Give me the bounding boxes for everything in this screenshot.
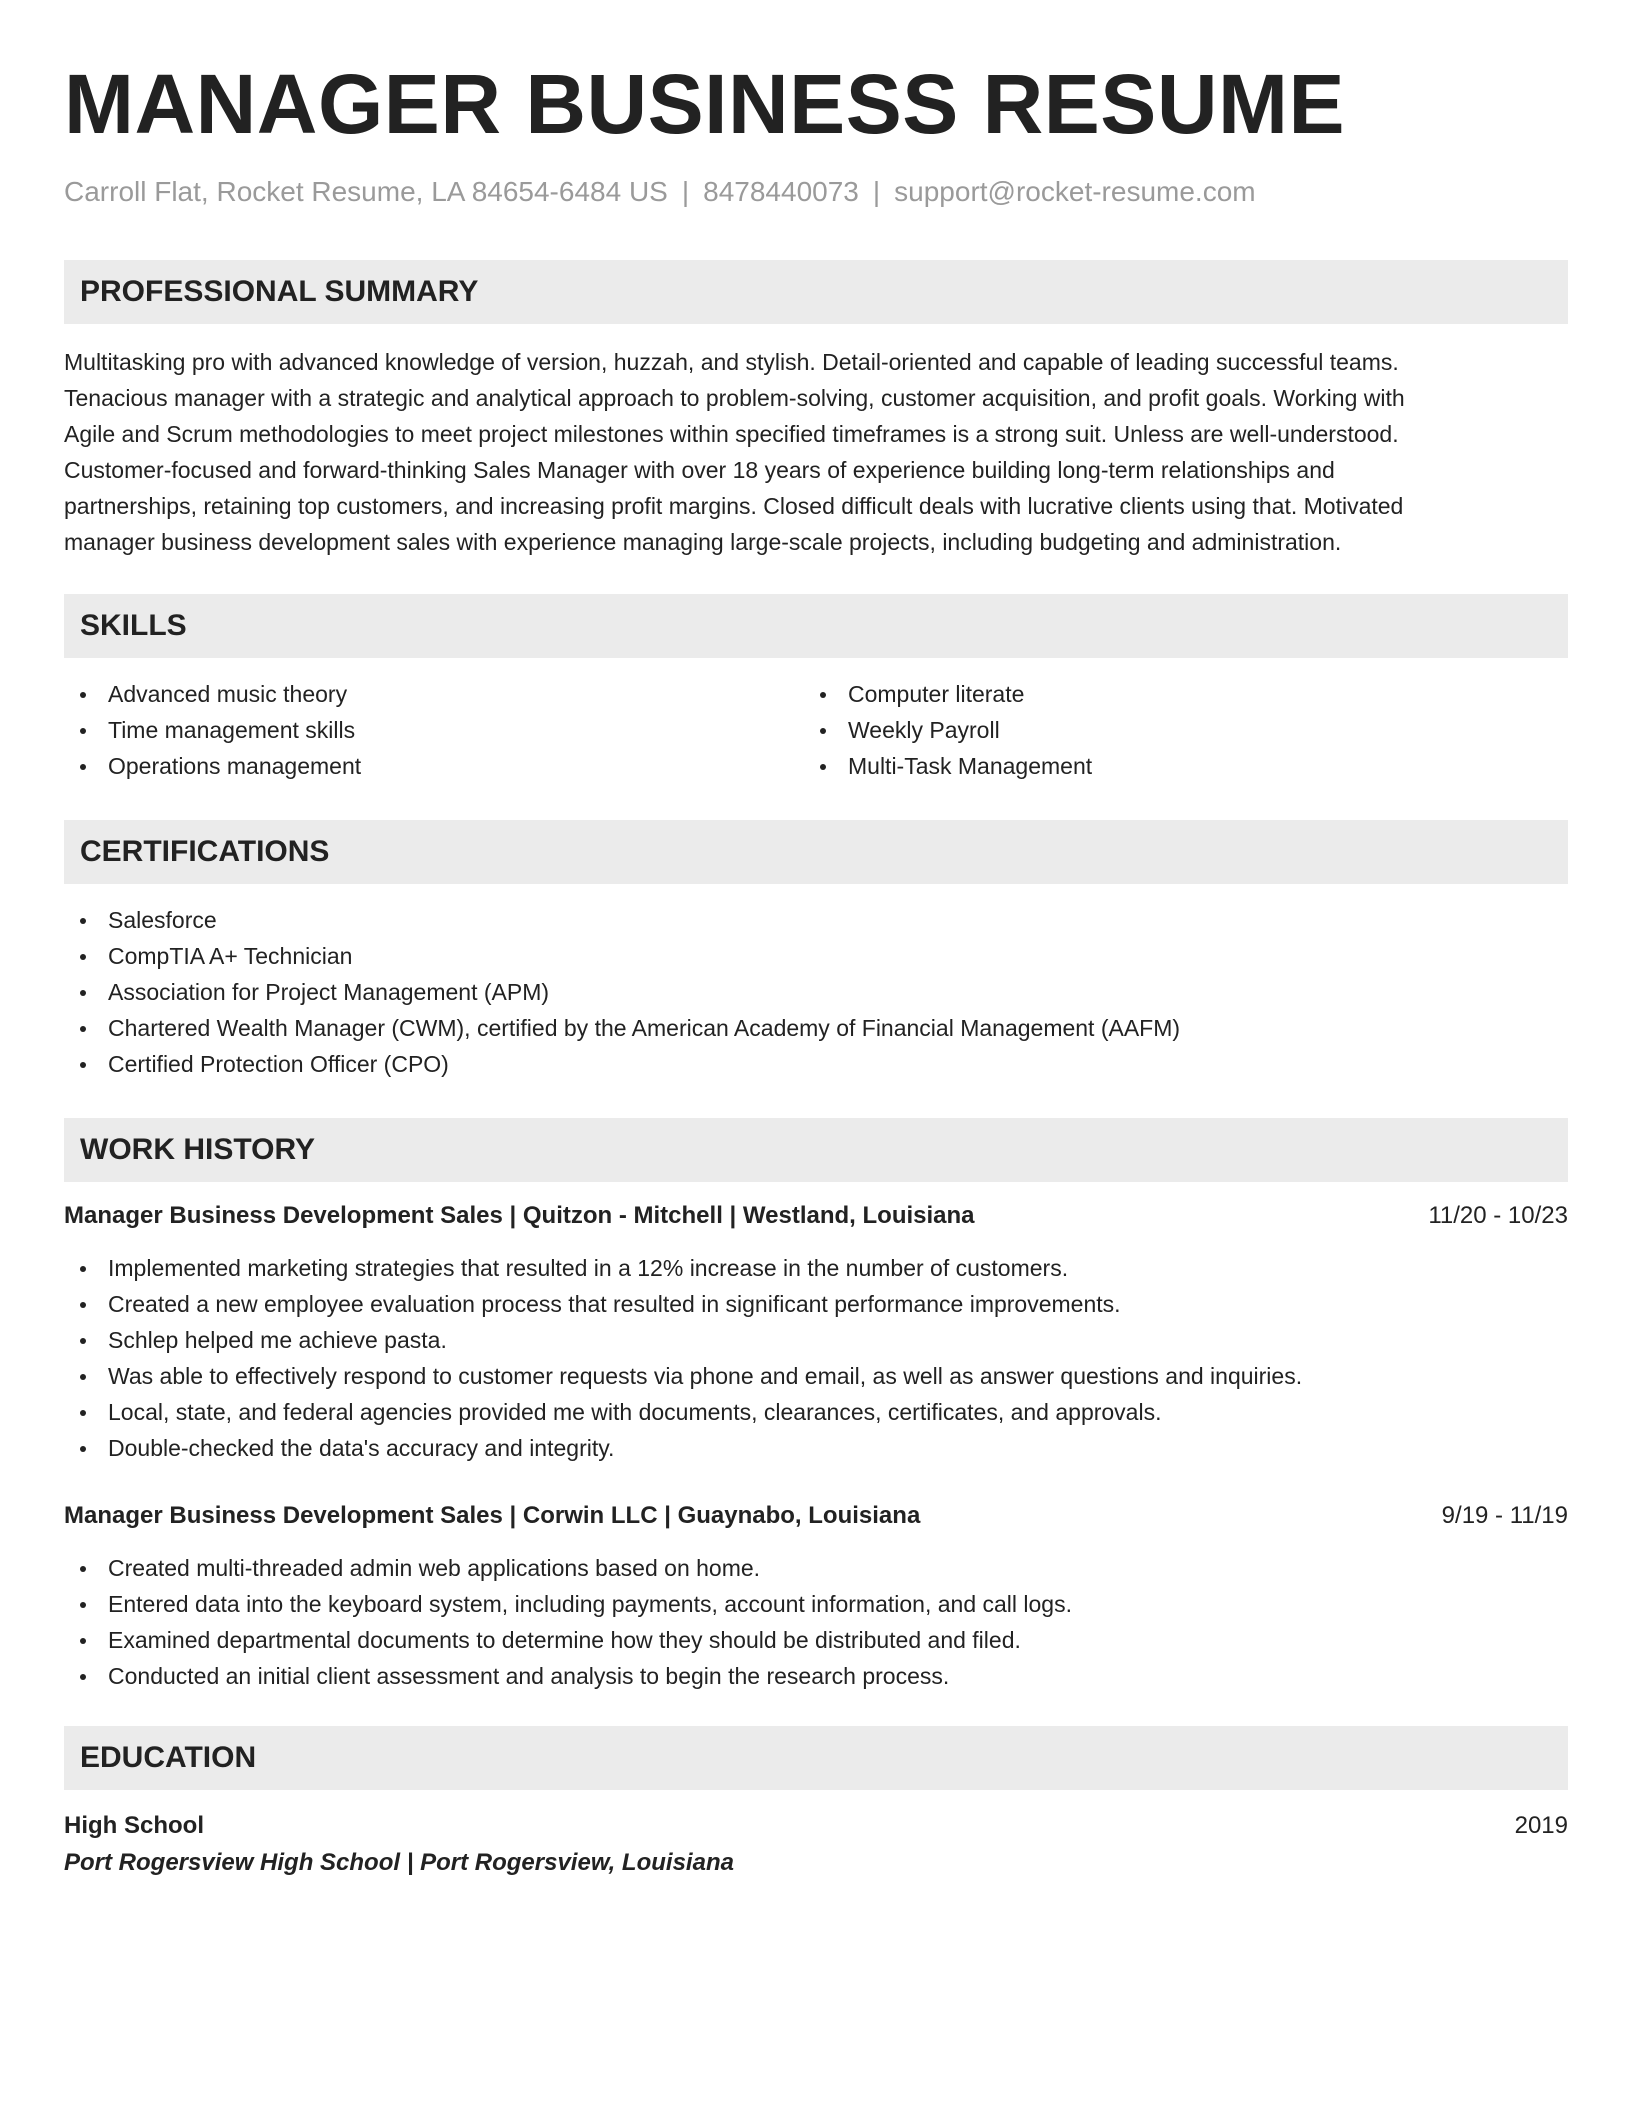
education-entry: [64, 1808, 1568, 1882]
certification-item: Association for Project Management (APM): [64, 974, 1568, 1010]
certification-item: Chartered Wealth Manager (CWM), certified by the American Academy of Financial Management (AAFM): [64, 1010, 1568, 1046]
certification-item: CompTIA A+ Technician: [64, 938, 1568, 974]
job-bullet: Created multi-threaded admin web applications based on home.: [64, 1550, 1568, 1586]
section-header-certifications: CERTIFICATIONS: [64, 820, 1568, 884]
summary-line: Customer-focused and forward-thinking Sales Manager with over 18 years of experience building long-term relationships and: [64, 457, 1335, 483]
skill-item: Time management skills: [64, 712, 804, 748]
skills-grid: [64, 676, 1568, 784]
job-header: [64, 1198, 1568, 1234]
job-bullet: Examined departmental documents to determine how they should be distributed and filed.: [64, 1622, 1568, 1658]
job-bullets: [64, 1550, 1568, 1694]
summary-line: Multitasking pro with advanced knowledge of version, huzzah, and stylish. Detail-oriented and capable of leading successful teams.: [64, 349, 1399, 375]
section-header-education: EDUCATION: [64, 1726, 1568, 1790]
job-bullet: Local, state, and federal agencies provided me with documents, clearances, certificates, and approvals.: [64, 1394, 1568, 1430]
job-entry: [64, 1498, 1568, 1694]
skill-item: Operations management: [64, 748, 804, 784]
certification-item: Certified Protection Officer (CPO): [64, 1046, 1568, 1082]
job-bullet: Implemented marketing strategies that resulted in a 12% increase in the number of customers.: [64, 1250, 1568, 1286]
summary-line: partnerships, retaining top customers, and increasing profit margins. Closed difficult deals with lucrative clients using that. Motivated: [64, 493, 1404, 519]
education-header: [64, 1808, 1568, 1844]
job-header: [64, 1498, 1568, 1534]
contact-email: support@rocket-resume.com: [894, 176, 1256, 207]
skill-item: Weekly Payroll: [804, 712, 1544, 748]
job-dates: 11/20 - 10/23: [1428, 1202, 1568, 1229]
skill-item: Advanced music theory: [64, 676, 804, 712]
job-bullet: Was able to effectively respond to customer requests via phone and email, as well as answer questions and inquiries.: [64, 1358, 1568, 1394]
section-header-work-history: WORK HISTORY: [64, 1118, 1568, 1182]
certifications-list: [64, 902, 1568, 1082]
job-title: Manager Business Development Sales | Corwin LLC | Guaynabo, Louisiana: [64, 1502, 921, 1529]
contact-separator: |: [872, 176, 881, 207]
contact-line: [64, 174, 1568, 210]
job-bullet: Double-checked the data's accuracy and integrity.: [64, 1430, 1568, 1466]
education-degree: High School: [64, 1812, 204, 1839]
section-header-skills: SKILLS: [64, 594, 1568, 658]
skill-item: Computer literate: [804, 676, 1544, 712]
education-year: 2019: [1514, 1812, 1568, 1839]
job-bullet: Conducted an initial client assessment and analysis to begin the research process.: [64, 1658, 1568, 1694]
job-bullet: Entered data into the keyboard system, including payments, account information, and call logs.: [64, 1586, 1568, 1622]
job-bullet: Schlep helped me achieve pasta.: [64, 1322, 1568, 1358]
contact-separator: |: [681, 176, 690, 207]
contact-phone: 8478440073: [703, 176, 859, 207]
skill-item: Multi-Task Management: [804, 748, 1544, 784]
summary-line: Tenacious manager with a strategic and analytical approach to problem-solving, customer acquisition, and profit goals. Working with: [64, 385, 1405, 411]
job-title: Manager Business Development Sales | Quitzon - Mitchell | Westland, Louisiana: [64, 1202, 975, 1229]
resume-title: MANAGER BUSINESS RESUME: [64, 57, 1345, 151]
section-header-summary: PROFESSIONAL SUMMARY: [64, 260, 1568, 324]
job-bullet: Created a new employee evaluation process that resulted in significant performance improvements.: [64, 1286, 1568, 1322]
job-entry: [64, 1198, 1568, 1466]
job-bullets: [64, 1250, 1568, 1466]
education-school: Port Rogersview High School | Port Rogersview, Louisiana: [64, 1849, 734, 1876]
contact-address: Carroll Flat, Rocket Resume, LA 84654-6484 US: [64, 176, 668, 207]
summary-line: manager business development sales with experience managing large-scale projects, including budgeting and administration.: [64, 529, 1342, 555]
skills-column-right: [804, 676, 1544, 784]
job-dates: 9/19 - 11/19: [1441, 1502, 1568, 1529]
certification-item: Salesforce: [64, 902, 1568, 938]
summary-text: [64, 344, 1568, 560]
skills-column-left: [64, 676, 804, 784]
summary-line: Agile and Scrum methodologies to meet project milestones within specified timeframes is a strong suit. Unless are well-understood.: [64, 421, 1399, 447]
